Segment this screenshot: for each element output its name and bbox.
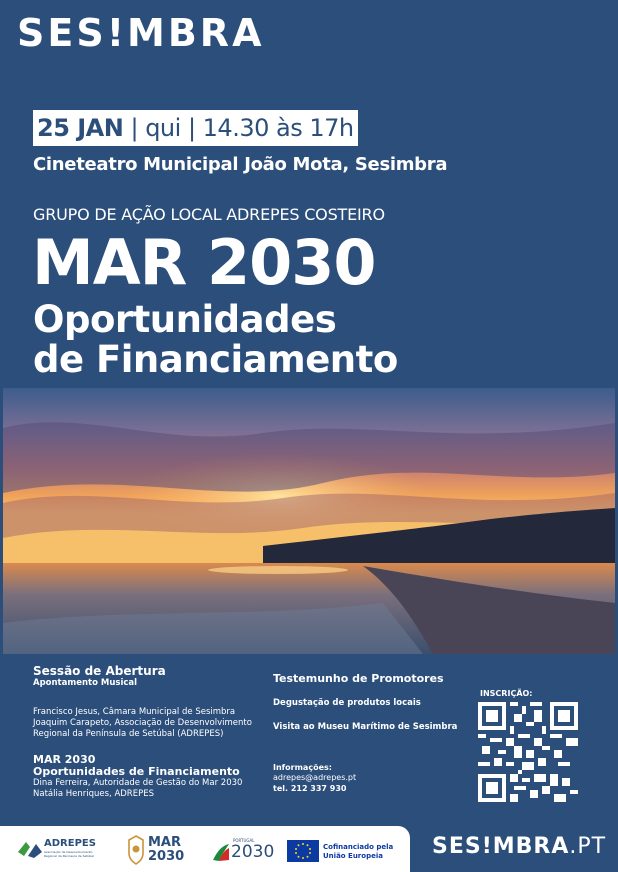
tasting-item: Degustação de produtos locais xyxy=(273,698,421,708)
sesimbra-pt-logo[interactable] xyxy=(432,834,606,859)
group-name: GRUPO DE AÇÃO LOCAL ADREPES COSTEIRO xyxy=(33,205,385,224)
speaker-line: Dina Ferreira, Autoridade de Gestão do Mar 2030 xyxy=(33,778,243,788)
speaker-line: Joaquim Carapeto, Associação de Desenvolvimento xyxy=(33,718,252,728)
page-subtitle xyxy=(33,300,398,380)
opening-session-title: Sessão de Abertura xyxy=(33,664,166,678)
sesimbra-logo: SES!MBRA xyxy=(17,11,265,55)
portugal-flag-icon xyxy=(211,842,231,862)
qr-code-icon xyxy=(478,702,578,802)
info-email[interactable]: adrepes@adrepes.pt xyxy=(273,773,357,782)
program-right-column xyxy=(273,672,473,794)
eu-cofinance-line1: Cofinanciado pela xyxy=(323,843,394,851)
info-label: Informações: xyxy=(273,763,332,772)
eu-flag-icon xyxy=(287,840,319,862)
mar-logo-bottom: 2030 xyxy=(148,849,185,864)
speaker-line: Natália Henriques, ADREPES xyxy=(33,789,154,799)
info-phone: tel. 212 337 930 xyxy=(273,784,347,793)
program-left-column xyxy=(33,664,263,800)
adrepes-logo-text: ADREPES xyxy=(44,838,96,849)
event-venue: Cineteatro Municipal João Mota, Sesimbra xyxy=(33,154,448,175)
sesimbra-tld: .PT xyxy=(569,834,607,859)
portugal-year: 2030 xyxy=(231,842,275,862)
museum-visit-item: Visita ao Museu Marítimo de Sesimbra xyxy=(273,722,458,732)
mar-crest-icon xyxy=(127,835,145,865)
adrepes-logo-icon xyxy=(16,838,44,860)
event-day: qui xyxy=(145,114,181,142)
portugal-label: PORTUGAL xyxy=(233,838,255,843)
qr-code[interactable] xyxy=(478,702,578,802)
event-time: 14.30 às 17h xyxy=(202,114,354,142)
testimony-title: Testemunho de Promotores xyxy=(273,672,444,685)
event-date-box: 25 JAN | qui | 14.30 às 17h xyxy=(33,110,358,146)
speaker-line: Francisco Jesus, Câmara Municipal de Sesimbra xyxy=(33,707,236,717)
event-date: 25 JAN xyxy=(37,114,124,142)
mar-session-title: MAR 2030 xyxy=(33,753,96,766)
registration-label: INSCRIÇÃO: xyxy=(480,689,533,698)
sesimbra-logo-text: SES!MBRA xyxy=(432,834,570,859)
musical-note: Apontamento Musical xyxy=(33,678,138,688)
eu-cofinance-line2: União Europeia xyxy=(323,852,383,860)
adrepes-tagline: Associação de Desenvolvimento Regional da Península de Setúbal xyxy=(44,850,94,858)
subtitle-line-2: de Financiamento xyxy=(33,338,398,381)
speaker-line: Regional da Península de Setúbal (ADREPES) xyxy=(33,729,224,739)
subtitle-line-1: Oportunidades xyxy=(33,298,337,341)
sunset-beach-photo xyxy=(3,388,615,654)
mar-logo-top: MAR xyxy=(148,835,182,850)
page-title: MAR 2030 xyxy=(32,226,376,299)
mar-session-subtitle: Oportunidades de Financiamento xyxy=(33,765,240,778)
